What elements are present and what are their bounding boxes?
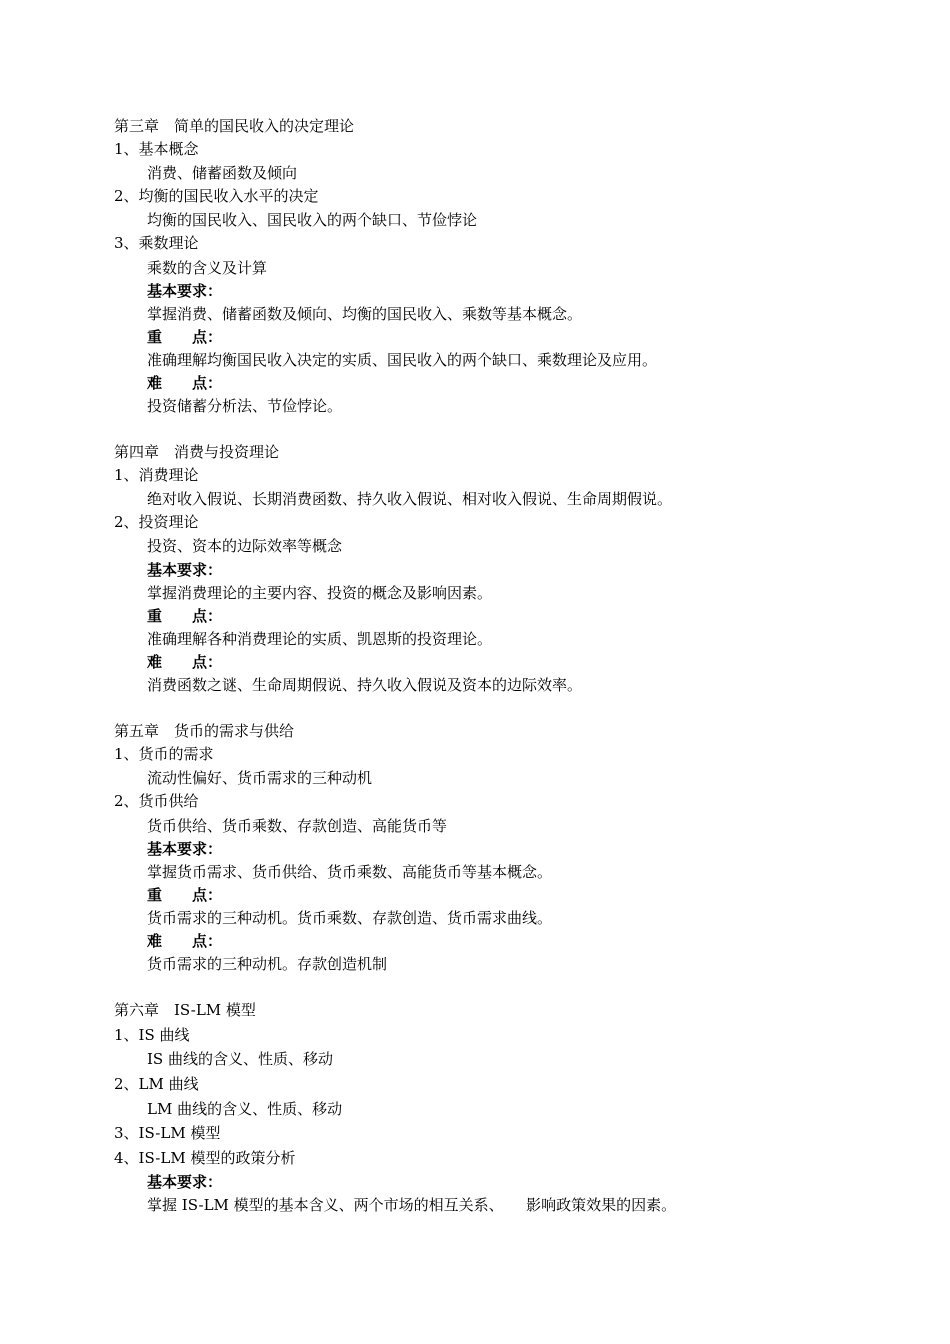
chapter-5-title: 第五章 货币的需求与供给 [114,722,295,740]
chapter-3-section-2: 2、均衡的国民收入水平的决定 [114,187,319,205]
chapter-3-difficulties: 投资储蓄分析法、节俭悖论。 [147,397,343,415]
chapter-5-difficulties: 货币需求的三种动机。存款创造机制 [147,955,388,973]
chapter-6-section-3: 3、IS-LM 模型 [114,1124,221,1142]
chapter-3-difficulties-label: 难 点： [147,374,223,392]
chapter-6-section-4: 4、IS-LM 模型的政策分析 [114,1149,296,1167]
chapter-4-section-2: 2、投资理论 [114,513,199,531]
chapter-5-section-2-body: 货币供给、货币乘数、存款创造、高能货币等 [147,817,448,835]
chapter-5-section-2: 2、货币供给 [114,792,199,810]
chapter-5-requirements-label: 基本要求： [147,840,223,858]
chapter-3-section-3: 3、乘数理论 [114,234,199,252]
chapter-4-difficulties-label: 难 点： [147,653,223,671]
chapter-4-requirements: 掌握消费理论的主要内容、投资的概念及影响因素。 [147,584,493,602]
chapter-4-difficulties: 消费函数之谜、生命周期假说、持久收入假说及资本的边际效率。 [147,676,583,694]
chapter-5-key-points: 货币需求的三种动机。货币乘数、存款创造、货币需求曲线。 [147,909,553,927]
chapter-4-key-points-label: 重 点： [147,607,223,625]
chapter-3-key-points: 准确理解均衡国民收入决定的实质、国民收入的两个缺口、乘数理论及应用。 [147,351,658,369]
chapter-3-section-2-body: 均衡的国民收入、国民收入的两个缺口、节俭悖论 [147,211,478,229]
chapter-5-requirements: 掌握货币需求、货币供给、货币乘数、高能货币等基本概念。 [147,863,553,881]
chapter-3-section-1: 1、基本概念 [114,140,199,158]
chapter-5-section-1: 1、货币的需求 [114,745,214,763]
chapter-3-section-1-body: 消费、储蓄函数及倾向 [147,164,298,182]
chapter-3-key-points-label: 重 点： [147,328,223,346]
chapter-5-key-points-label: 重 点： [147,886,223,904]
chapter-4-section-1: 1、消费理论 [114,466,199,484]
chapter-3-section-3-body: 乘数的含义及计算 [147,259,268,277]
chapter-3-requirements: 掌握消费、储蓄函数及倾向、均衡的国民收入、乘数等基本概念。 [147,305,583,323]
chapter-3-requirements-label: 基本要求： [147,282,223,300]
chapter-6-requirements-label: 基本要求： [147,1173,223,1191]
chapter-4-title: 第四章 消费与投资理论 [114,443,280,461]
chapter-4-section-2-body: 投资、资本的边际效率等概念 [147,537,343,555]
chapter-6-section-1: 1、IS 曲线 [114,1026,190,1044]
chapter-6-section-2: 2、LM 曲线 [114,1075,199,1093]
chapter-3-title: 第三章 简单的国民收入的决定理论 [114,117,355,135]
chapter-5-section-1-body: 流动性偏好、货币需求的三种动机 [147,769,373,787]
chapter-4-section-1-body: 绝对收入假说、长期消费函数、持久收入假说、相对收入假说、生命周期假说。 [147,490,673,508]
chapter-4-key-points: 准确理解各种消费理论的实质、凯恩斯的投资理论。 [147,630,493,648]
chapter-6-title: 第六章 IS-LM 模型 [114,1001,256,1019]
chapter-6-requirements: 掌握 IS-LM 模型的基本含义、两个市场的相互关系、 影响政策效果的因素。 [147,1196,677,1214]
chapter-4-requirements-label: 基本要求： [147,561,223,579]
chapter-6-section-2-body: LM 曲线的含义、性质、移动 [147,1100,343,1118]
chapter-6-section-1-body: IS 曲线的含义、性质、移动 [147,1050,333,1068]
chapter-5-difficulties-label: 难 点： [147,932,223,950]
